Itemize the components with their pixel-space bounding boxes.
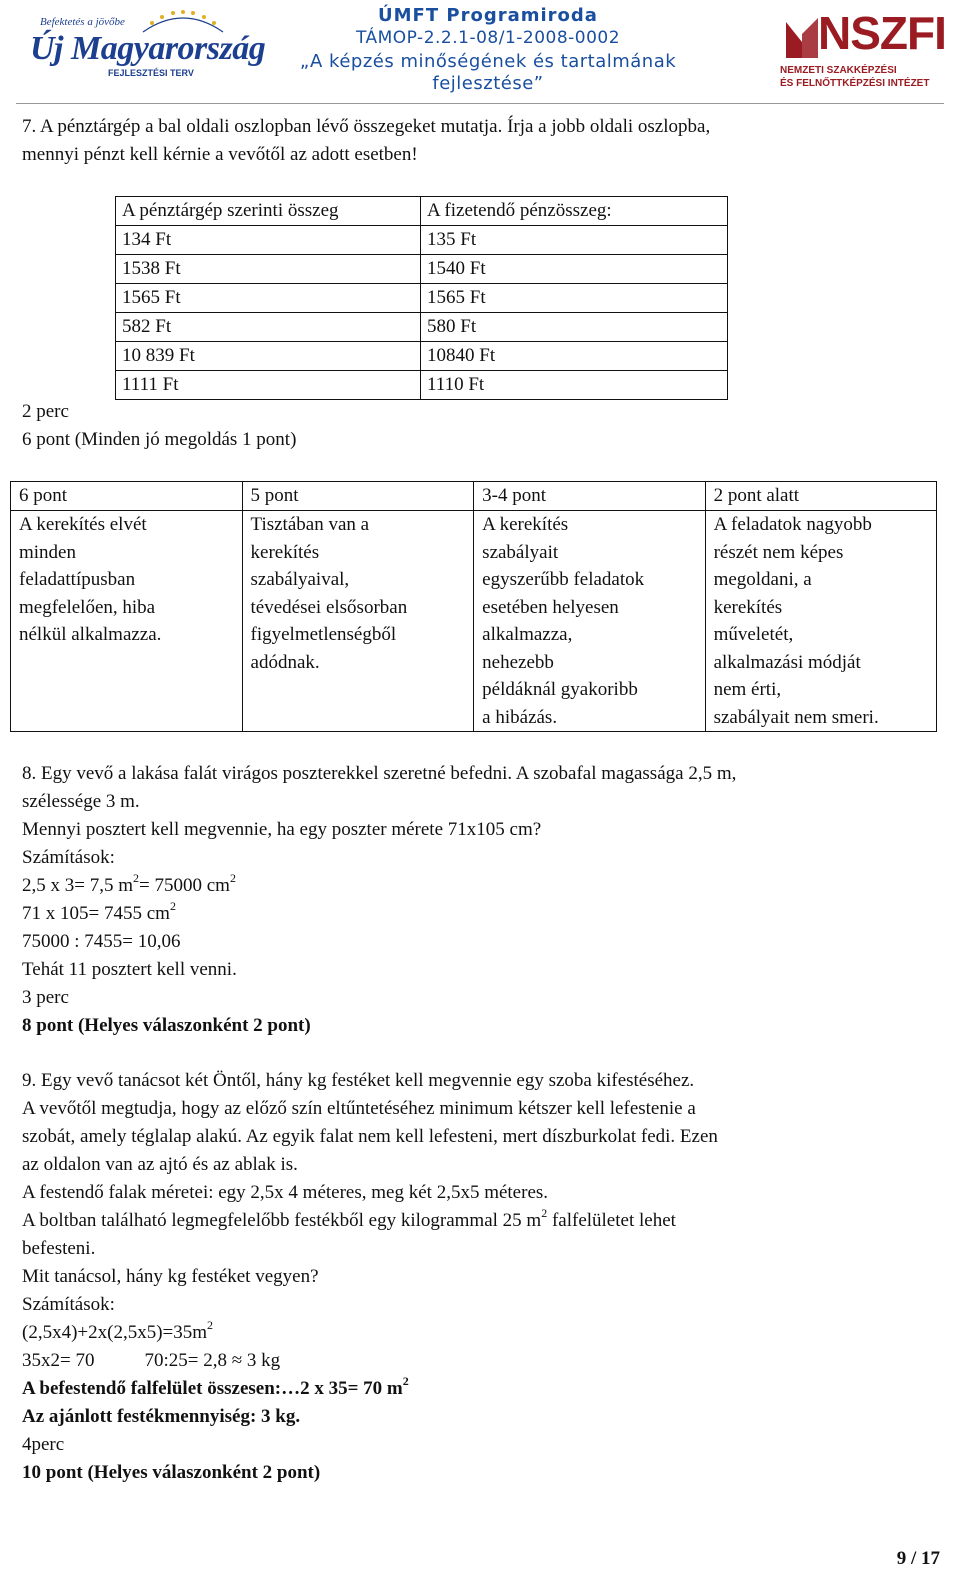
task9-total-area (22, 1375, 718, 1403)
task9-calc1 (22, 1319, 718, 1347)
rubric-cell (242, 511, 474, 732)
rubric-line: Tisztában van a (250, 514, 370, 535)
superscript: 2 (541, 1205, 548, 1220)
task8-calc3: 75000 : 7455= 10,06 (22, 931, 181, 952)
task7-line1: 7. A pénztárgép a bal oldali oszlopban lévő összegeket mutatja. Írja a jobb oldali oszlopba, (22, 116, 711, 137)
table-cell: 580 Ft (421, 313, 728, 342)
rubric-line: figyelmetlenségből (250, 624, 397, 645)
uj-magyarorszag-logo: Új Magyarország (30, 30, 266, 67)
task9-block (22, 1067, 718, 1487)
table-header-row (116, 197, 728, 226)
calc-text: = 75000 cm (139, 875, 230, 896)
header-divider (16, 103, 944, 104)
header-project-name-1: „A képzés minőségének és tartalmának (299, 51, 677, 72)
rubric-line: a hibázás. (482, 706, 558, 728)
calc-text: 2,5 x 3= 7,5 m (22, 875, 133, 896)
table-cell: 1540 Ft (421, 255, 728, 284)
task9-line6 (22, 1207, 718, 1235)
rubric-cell (474, 511, 705, 732)
table-header-cell: A fizetendő pénzösszeg: (421, 197, 728, 226)
superscript: 2 (402, 1373, 409, 1388)
rubric-description-row (11, 511, 937, 732)
rubric-line: szabályaival, (250, 569, 350, 590)
rubric-line: szabályait nem smeri. (713, 706, 879, 728)
task9-line1: 9. Egy vevő tanácsot két Öntől, hány kg festéket kell megvennie egy szoba kifestéséhez. (22, 1070, 695, 1091)
table-row (116, 342, 728, 371)
task9-calc2 (22, 1347, 718, 1375)
task9-points: 10 pont (Helyes válaszonként 2 pont) (22, 1462, 321, 1483)
task7-prompt (22, 113, 710, 169)
task7-table (115, 196, 728, 400)
rubric-line: szabályait (482, 541, 559, 563)
task7-line2: mennyi pénzt kell kérnie a vevőtől az adott esetben! (22, 144, 418, 165)
table-header-cell: A pénztárgép szerinti összeg (116, 197, 421, 226)
task8-line3: Mennyi posztert kell megvennie, ha egy poszter mérete 71x105 cm? (22, 819, 542, 840)
superscript: 2 (169, 898, 176, 913)
task9-line3: szobát, amely téglalap alakú. Az egyik falat nem kell lefesteni, mert díszburkolat fedi. Ezen (22, 1126, 718, 1147)
header-tagline: Befektetés a jövőbe (40, 16, 125, 28)
table-cell: 1111 Ft (116, 371, 421, 400)
rubric-line: feladattípusban (19, 569, 136, 590)
rubric-line: részét nem képes (713, 541, 844, 563)
rubric-line: megfelelően, hiba (19, 596, 156, 618)
task9-paint-amount: Az ajánlott festékmennyiség: 3 kg. (22, 1406, 301, 1427)
rubric-line: műveletét, (713, 624, 794, 645)
rubric-line: kerekítés (713, 596, 783, 618)
rubric-line: A kerekítés (482, 514, 569, 535)
rubric-line: nélkül alkalmazza. (19, 624, 162, 645)
rubric-table (10, 481, 937, 732)
task9-time: 4perc (22, 1434, 65, 1455)
task9-line4: az oldalon van az ajtó és az ablak is. (22, 1154, 298, 1175)
table-cell: 1538 Ft (116, 255, 421, 284)
rubric-line: adódnak. (250, 651, 320, 673)
task9-line7: befesteni. (22, 1238, 96, 1259)
rubric-line: példáknál gyakoribb (482, 679, 638, 700)
header-project-code: TÁMOP-2.2.1-08/1-2008-0002 (355, 28, 621, 48)
calc-text: 71 x 105= 7455 cm (22, 903, 170, 924)
rubric-line: megoldani, a (713, 569, 812, 590)
rubric-cell (11, 511, 243, 732)
nszfi-subtitle (780, 64, 929, 90)
calc-text: 35x2= 70 (22, 1350, 95, 1371)
table-cell: 1565 Ft (116, 284, 421, 313)
nszfi-subtitle-line2: ÉS FELNŐTTKÉPZÉSI INTÉZET (780, 78, 930, 89)
nszfi-emblem-icon (782, 14, 822, 62)
table-cell: 10 839 Ft (116, 342, 421, 371)
table-cell: 134 Ft (116, 226, 421, 255)
table-cell: 582 Ft (116, 313, 421, 342)
task8-calc-label: Számítások: (22, 847, 115, 868)
header-program-title: ÚMFT Programiroda (378, 5, 598, 26)
task7-time: 2 perc (22, 401, 69, 422)
table-cell: 10840 Ft (421, 342, 728, 371)
page-number: 9 / 17 (896, 1548, 940, 1569)
rubric-line: kerekítés (250, 541, 320, 563)
header-program-block (268, 4, 708, 95)
task9-text: A boltban található legmegfelelőbb festékből egy kilogrammal 25 m (22, 1210, 542, 1231)
task8-line1: 8. Egy vevő a lakása falát virágos poszterekkel szeretné befedni. A szobafal magassága 2,5 m, (22, 763, 737, 784)
rubric-header-cell: 3-4 pont (474, 482, 705, 511)
task8-block (22, 760, 736, 1040)
task7-footer (22, 398, 296, 454)
task9-line8: Mit tanácsol, hány kg festéket vegyen? (22, 1266, 319, 1287)
rubric-line: nem érti, (713, 679, 782, 700)
task9-line2: A vevőtől megtudja, hogy az előző szín eltűntetéséhez minimum kétszer kell lefestenie a (22, 1098, 696, 1119)
table-row (116, 371, 728, 400)
superscript: 2 (229, 870, 236, 885)
task8-calc4: Tehát 11 posztert kell venni. (22, 959, 237, 980)
rubric-header-row (11, 482, 937, 511)
rubric-line: A feladatok nagyobb (713, 514, 872, 535)
task8-line2: szélessége 3 m. (22, 791, 140, 812)
nszfi-subtitle-line1: NEMZETI SZAKKÉPZÉSI (780, 65, 897, 76)
rubric-header-cell: 5 pont (242, 482, 474, 511)
task9-calc-label: Számítások: (22, 1294, 115, 1315)
header-logo-subtitle: FEJLESZTÉSI TERV (108, 68, 194, 78)
rubric-line: minden (19, 541, 76, 563)
rubric-line: nehezebb (482, 651, 554, 673)
calc-text: (2,5x4)+2x(2,5x5)=35m (22, 1322, 208, 1343)
nszfi-logo: NSZFI (818, 7, 946, 59)
task8-calc1 (22, 872, 736, 900)
rubric-line: tévedései elsősorban (250, 596, 408, 618)
rubric-header-cell: 6 pont (11, 482, 243, 511)
table-row (116, 313, 728, 342)
superscript: 2 (133, 870, 139, 885)
calc-text: A befestendő falfelület összesen:…2 x 35= 70 m (22, 1378, 403, 1399)
table-cell: 1110 Ft (421, 371, 728, 400)
calc-text: 70:25= 2,8 ≈ 3 kg (144, 1350, 281, 1371)
rubric-line: egyszerűbb feladatok (482, 569, 645, 590)
rubric-line: A kerekítés elvét (19, 514, 147, 535)
task9-line5: A festendő falak méretei: egy 2,5x 4 méteres, meg két 2,5x5 méteres. (22, 1182, 549, 1203)
rubric-line: esetében helyesen (482, 596, 619, 618)
task8-calc2 (22, 900, 736, 928)
task8-points: 8 pont (Helyes válaszonként 2 pont) (22, 1015, 311, 1036)
table-cell: 1565 Ft (421, 284, 728, 313)
rubric-line: alkalmazási módját (713, 651, 861, 673)
header-project-name-2: fejlesztése” (432, 73, 544, 94)
task8-time: 3 perc (22, 987, 69, 1008)
superscript: 2 (207, 1317, 214, 1332)
task9-text: falfelületet lehet (547, 1210, 676, 1231)
table-row (116, 255, 728, 284)
table-row (116, 284, 728, 313)
rubric-header-cell: 2 pont alatt (705, 482, 936, 511)
task7-points: 6 pont (Minden jó megoldás 1 pont) (22, 429, 297, 450)
rubric-line: alkalmazza, (482, 624, 573, 645)
rubric-cell (705, 511, 936, 732)
table-cell: 135 Ft (421, 226, 728, 255)
table-row (116, 226, 728, 255)
